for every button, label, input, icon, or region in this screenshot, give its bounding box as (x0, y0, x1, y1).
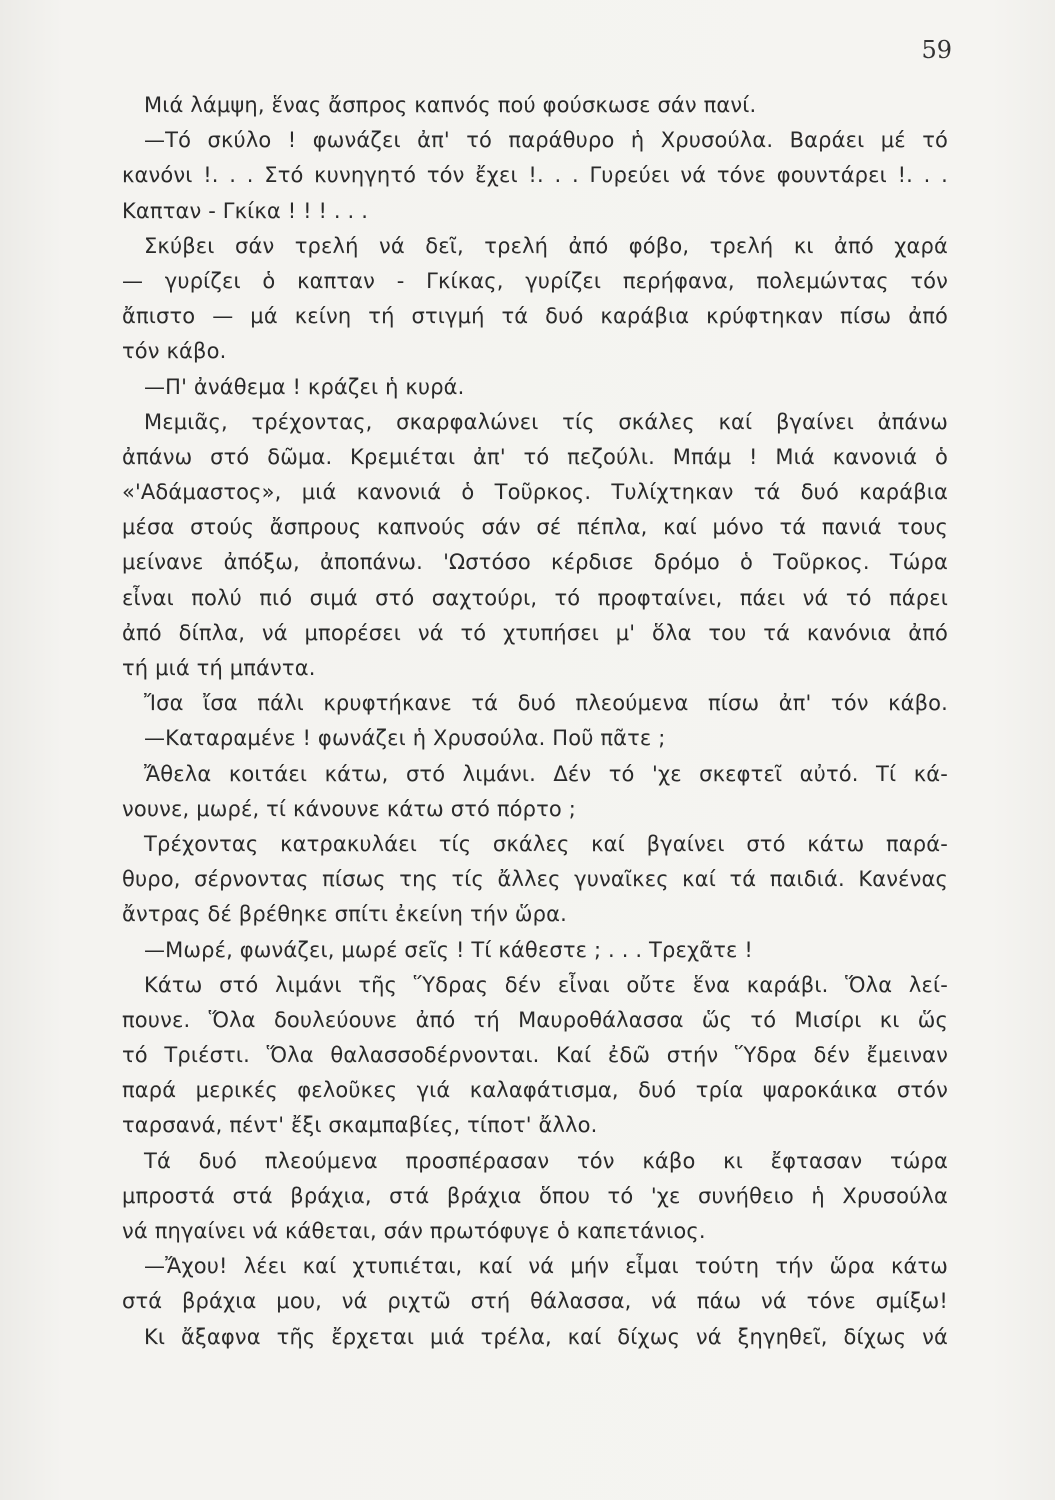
text-line: μείνανε ἀπόξω, ἀποπάνω. 'Ωστόσο κέρδισε δρόμο ὁ Τοῦρκος. Τώρα (122, 550, 948, 575)
text-line: εἶναι πολύ πιό σιμά στό σαχτούρι, τό προφταίνει, πάει νά τό πάρει (122, 585, 948, 610)
text-line: —Π' ἀνάθεμα ! κράζει ἡ κυρά. (144, 374, 465, 399)
text-line: Τρέχοντας κατρακυλάει τίς σκάλες καί βγαίνει στό κάτω παρά- (144, 831, 948, 856)
text-line: —Μωρέ, φωνάζει, μωρέ σεῖς ! Τί κάθεστε ; . . . Τρεχᾶτε ! (144, 937, 753, 962)
text-line: ταρσανά, πέντ' ἔξι σκαμπαβίες, τίποτ' ἄλλο. (122, 1113, 598, 1138)
text-line: ἀπό δίπλα, νά μπορέσει νά τό χτυπήσει μ' ὅλα του τά κανόνια ἀπό (122, 620, 948, 645)
text-line: Καπταν - Γκίκα ! ! ! . . . (122, 198, 369, 223)
text-line: Ἴσα ἴσα πάλι κρυφτήκανε τά δυό πλεούμενα πίσω ἀπ' τόν κάβο. (144, 691, 948, 716)
text-line: Κι ἄξαφνα τῆς ἔρχεται μιά τρέλα, καί δίχως νά ξηγηθεῖ, δίχως νά (144, 1324, 948, 1349)
text-line: κανόνι !. . . Στό κυνηγητό τόν ἔχει !. . . Γυρεύει νά τόνε φουντάρει !. . . (122, 163, 948, 188)
text-line: τό Τριέστι. Ὅλα θαλασσοδέρνονται. Καί ἐδῶ στήν Ὕδρα δέν ἔμειναν (122, 1043, 948, 1068)
text-line: μπροστά στά βράχια, στά βράχια ὅπου τό 'χε συνήθειο ἡ Χρυσούλα (122, 1183, 948, 1208)
text-line: Τά δυό πλεούμενα προσπέρασαν τόν κάβο κι ἔφτασαν τώρα (144, 1148, 948, 1173)
text-line: ἄντρας δέ βρέθηκε σπίτι ἐκείνη τήν ὥρα. (122, 902, 567, 927)
text-line: τόν κάβο. (122, 339, 227, 364)
text-line: Ἄθελα κοιτάει κάτω, στό λιμάνι. Δέν τό 'χε σκεφτεῖ αὐτό. Τί κά- (144, 761, 948, 786)
text-line: «'Αδάμαστος», μιά κανονιά ὁ Τοῦρκος. Τυλίχτηκαν τά δυό καράβια (122, 480, 948, 505)
text-line: Κάτω στό λιμάνι τῆς Ὕδρας δέν εἶναι οὔτε ἕνα καράβι. Ὅλα λεί- (144, 972, 948, 997)
text-line: μέσα στούς ἄσπρους καπνούς σάν σέ πέπλα, καί μόνο τά πανιά τους (122, 515, 948, 540)
text-line: θυρο, σέρνοντας πίσως της τίς ἄλλες γυναῖκες καί τά παιδιά. Κανένας (122, 867, 948, 892)
text-line: ἄπιστο — μά κείνη τή στιγμή τά δυό καράβια κρύφτηκαν πίσω ἀπό (122, 304, 948, 329)
text-line: στά βράχια μου, νά ριχτῶ στή θάλασσα, νά πάω νά τόνε σμίξω! (122, 1289, 948, 1314)
text-line: Μεμιᾶς, τρέχοντας, σκαρφαλώνει τίς σκάλες καί βγαίνει ἀπάνω (144, 409, 948, 434)
text-line: — γυρίζει ὁ καπταν - Γκίκας, γυρίζει περήφανα, πολεμώντας τόν (122, 268, 948, 293)
page-number: 59 (921, 36, 952, 64)
text-line: Μιά λάμψη, ἕνας ἄσπρος καπνός πού φούσκωσε σάν πανί. (144, 93, 757, 117)
text-line: τή μιά τή μπάντα. (122, 656, 316, 680)
text-line: παρά μερικές φελοῦκες γιά καλαφάτισμα, δυό τρία ψαροκάικα στόν (122, 1078, 948, 1103)
text-line: —Τό σκύλο ! φωνάζει ἀπ' τό παράθυρο ἡ Χρυσούλα. Βαράει μέ τό (144, 128, 948, 153)
body-text (122, 88, 948, 1355)
text-line: νουνε, μωρέ, τί κάνουνε κάτω στό πόρτο ; (122, 796, 576, 821)
text-line: —Καταραμένε ! φωνάζει ἡ Χρυσούλα. Ποῦ πᾶτε ; (144, 726, 666, 751)
text-line: —Ἄχου! λέει καί χτυπιέται, καί νά μήν εἶμαι τούτη τήν ὥρα κάτω (144, 1254, 948, 1279)
text-line: πουνε. Ὅλα δουλεύουνε ἀπό τή Μαυροθάλασσα ὥς τό Μισίρι κι ὥς (122, 1007, 948, 1032)
text-line: ἀπάνω στό δῶμα. Κρεμιέται ἀπ' τό πεζούλι. Μπάμ ! Μιά κανονιά ὁ (122, 444, 948, 469)
text-line: νά πηγαίνει νά κάθεται, σάν πρωτόφυγε ὁ καπετάνιος. (122, 1219, 706, 1243)
text-line: Σκύβει σάν τρελή νά δεῖ, τρελή ἀπό φόβο, τρελή κι ἀπό χαρά (144, 233, 948, 258)
